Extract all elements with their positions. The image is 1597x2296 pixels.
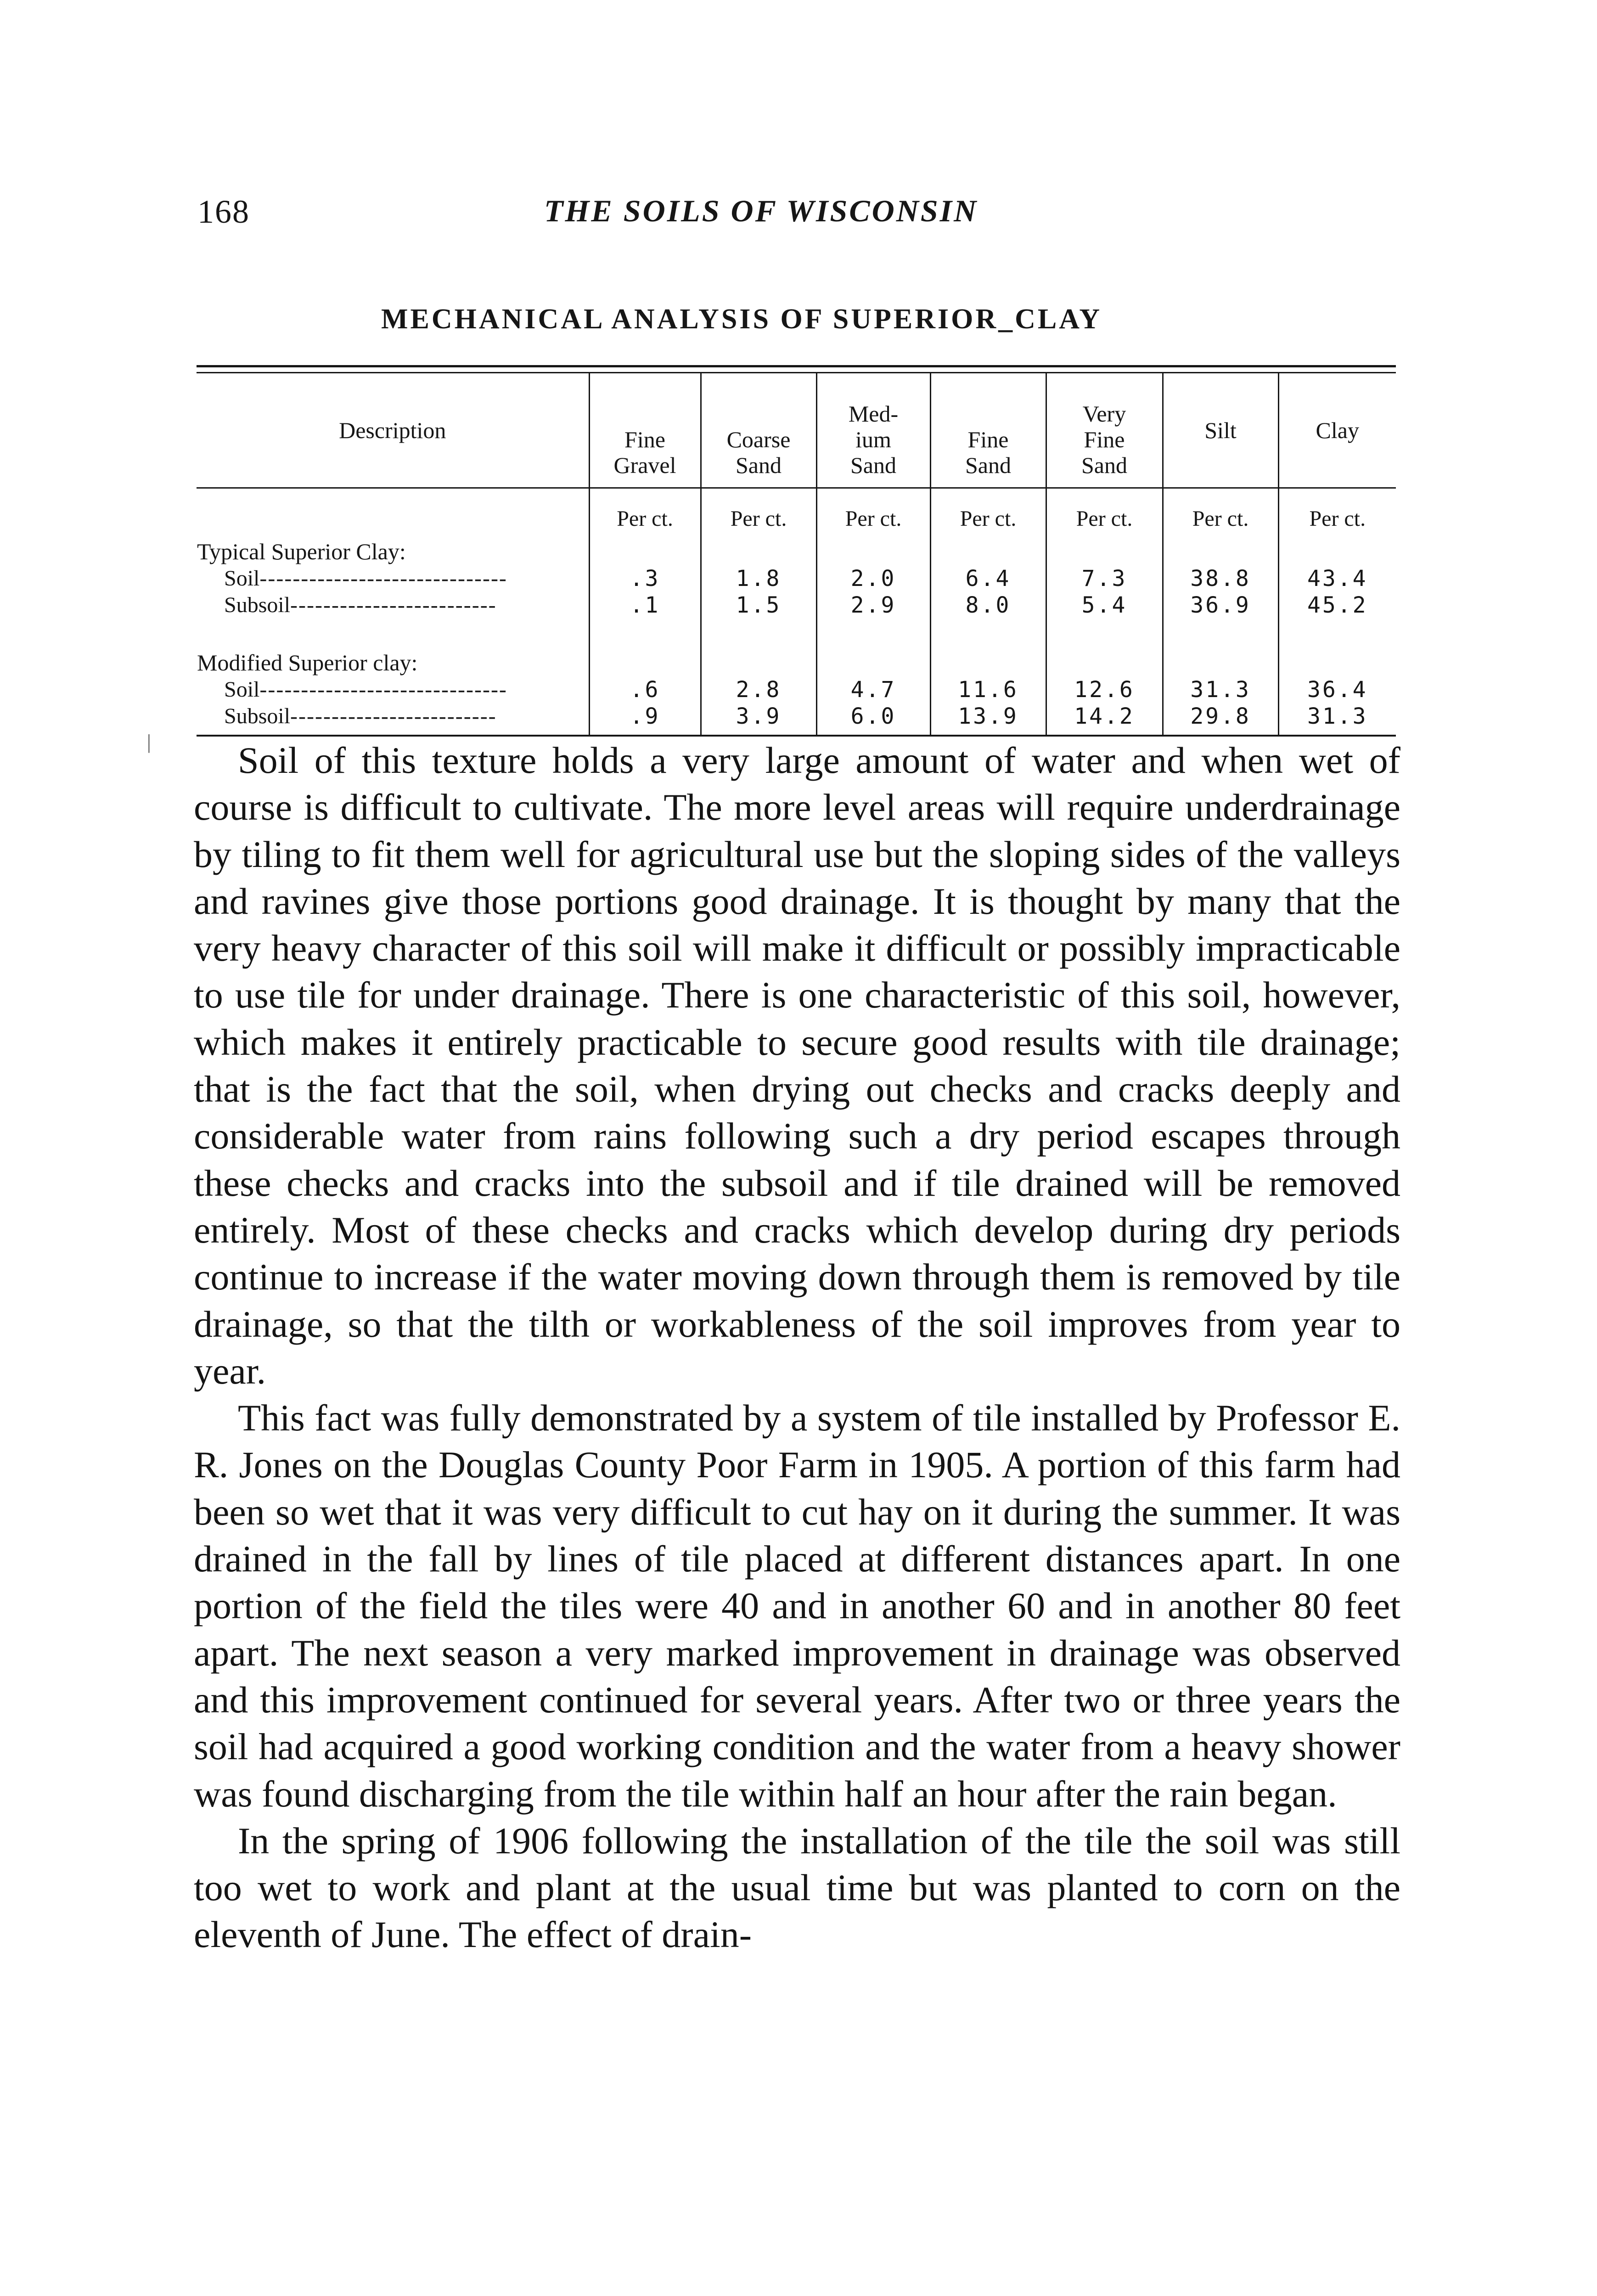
mechanical-analysis-table bbox=[197, 373, 1396, 735]
group-empty-cell bbox=[1046, 535, 1163, 565]
value-cell-clay: 31.3 bbox=[1278, 703, 1396, 735]
column-header-line: Sand bbox=[736, 452, 782, 478]
value-cell-fine-sand: 13.9 bbox=[930, 703, 1046, 735]
table-bottom-rule bbox=[197, 735, 1396, 737]
group-empty-cell bbox=[930, 535, 1046, 565]
table-body bbox=[197, 488, 1396, 735]
page-number: 168 bbox=[197, 193, 250, 230]
row-label-cell bbox=[197, 592, 589, 619]
margin-mark: | bbox=[147, 731, 151, 753]
column-header-clay bbox=[1278, 373, 1396, 488]
row-label-cell bbox=[197, 703, 589, 735]
value-cell-fine-gravel: .9 bbox=[589, 703, 701, 735]
spacer-cell bbox=[1046, 619, 1163, 646]
spacer-cell bbox=[197, 619, 589, 646]
value-cell-medium-sand: 4.7 bbox=[816, 676, 930, 703]
column-header-line: Coarse bbox=[726, 427, 791, 452]
units-blank-cell bbox=[197, 488, 589, 535]
row-label: Subsoil bbox=[224, 704, 291, 728]
column-header-line: Sand bbox=[1081, 452, 1127, 478]
value-cell-fine-sand: 11.6 bbox=[930, 676, 1046, 703]
units-cell: Per ct. bbox=[816, 488, 930, 535]
value-cell-very-fine-sand: 14.2 bbox=[1046, 703, 1163, 735]
units-cell: Per ct. bbox=[1163, 488, 1278, 535]
paragraph: In the spring of 1906 following the installation of the tile the soil was still too wet to work and plant at the usual time but was planted to corn on the eleventh of June. The effect of drain- bbox=[194, 1819, 1400, 1956]
units-cell: Per ct. bbox=[1046, 488, 1163, 535]
value-cell-medium-sand: 2.9 bbox=[816, 592, 930, 619]
column-header-very-fine-sand bbox=[1046, 373, 1163, 488]
units-cell: Per ct. bbox=[701, 488, 816, 535]
value-cell-fine-gravel: .6 bbox=[589, 676, 701, 703]
value-cell-silt: 36.9 bbox=[1163, 592, 1278, 619]
group-empty-cell bbox=[589, 535, 701, 565]
spacer-cell bbox=[930, 619, 1046, 646]
running-head: THE SOILS OF WISCONSIN bbox=[544, 193, 978, 228]
row-label-cell bbox=[197, 676, 589, 703]
group-empty-cell bbox=[1278, 646, 1396, 676]
value-cell-fine-gravel: .1 bbox=[589, 592, 701, 619]
value-cell-clay: 43.4 bbox=[1278, 565, 1396, 592]
column-header-line: Fine bbox=[1084, 427, 1125, 452]
spacer-cell bbox=[1278, 619, 1396, 646]
spacer-cell bbox=[701, 619, 816, 646]
group-empty-cell bbox=[1163, 535, 1278, 565]
value-cell-silt: 38.8 bbox=[1163, 565, 1278, 592]
column-header-line: Silt bbox=[1204, 417, 1237, 443]
value-cell-medium-sand: 6.0 bbox=[816, 703, 930, 735]
column-header-line: Fine bbox=[967, 427, 1009, 452]
group-heading-row bbox=[197, 646, 1396, 676]
dot-leader: ------------------------- bbox=[290, 704, 497, 728]
value-cell-coarse-sand: 3.9 bbox=[701, 703, 816, 735]
units-cell: Per ct. bbox=[1278, 488, 1396, 535]
row-label: Soil bbox=[224, 566, 260, 591]
group-heading-row bbox=[197, 535, 1396, 565]
row-label: Subsoil bbox=[224, 593, 291, 617]
value-cell-very-fine-sand: 7.3 bbox=[1046, 565, 1163, 592]
group-empty-cell bbox=[589, 646, 701, 676]
row-label-cell bbox=[197, 565, 589, 592]
body-text bbox=[194, 737, 1400, 1958]
dot-leader: ------------------------- bbox=[290, 593, 497, 617]
value-cell-coarse-sand: 1.8 bbox=[701, 565, 816, 592]
group-label: Typical Superior Clay: bbox=[197, 539, 406, 564]
column-header-fine-gravel bbox=[589, 373, 701, 488]
value-cell-fine-sand: 6.4 bbox=[930, 565, 1046, 592]
table-top-rule bbox=[197, 365, 1396, 367]
column-header-line: Sand bbox=[850, 452, 896, 478]
value-cell-silt: 31.3 bbox=[1163, 676, 1278, 703]
column-header-line: ium bbox=[855, 427, 891, 452]
units-row bbox=[197, 488, 1396, 535]
column-header-description bbox=[197, 373, 589, 488]
table-row bbox=[197, 565, 1396, 592]
group-empty-cell bbox=[701, 535, 816, 565]
group-empty-cell bbox=[701, 646, 816, 676]
value-cell-clay: 36.4 bbox=[1278, 676, 1396, 703]
group-empty-cell bbox=[816, 535, 930, 565]
column-header-line: Gravel bbox=[613, 452, 676, 478]
analysis-table-container bbox=[197, 365, 1396, 737]
column-header-line: Sand bbox=[965, 452, 1011, 478]
column-header-line: Description bbox=[339, 417, 446, 443]
group-empty-cell bbox=[1163, 646, 1278, 676]
table-title: MECHANICAL ANALYSIS OF SUPERIOR_CLAY bbox=[381, 304, 1102, 335]
value-cell-very-fine-sand: 12.6 bbox=[1046, 676, 1163, 703]
value-cell-very-fine-sand: 5.4 bbox=[1046, 592, 1163, 619]
paragraph: This fact was fully demonstrated by a system of tile installed by Professor E. R. Jones on the Douglas County Poor Farm in 1905. A portion of this farm had been so wet that it was very difficult to cut hay on it during the summer. It was drained in the fall by lines of tile placed at different distances apart. In one portion of the field the tiles were 40 and in another 60 and in another 80 feet apart. The next season a very marked improvement in drainage was observed and this improvement continued for several years. After two or three years the soil had acquired a good working condition and the water from a heavy shower was found discharging from the tile within half an hour after the rain began. bbox=[194, 1397, 1400, 1815]
value-cell-coarse-sand: 1.5 bbox=[701, 592, 816, 619]
column-header-silt bbox=[1163, 373, 1278, 488]
column-header-medium-sand bbox=[816, 373, 930, 488]
spacer-cell bbox=[1163, 619, 1278, 646]
group-empty-cell bbox=[1278, 535, 1396, 565]
value-cell-fine-sand: 8.0 bbox=[930, 592, 1046, 619]
value-cell-medium-sand: 2.0 bbox=[816, 565, 930, 592]
table-header-row bbox=[197, 373, 1396, 488]
column-header-line: Med- bbox=[848, 401, 899, 427]
value-cell-clay: 45.2 bbox=[1278, 592, 1396, 619]
units-cell: Per ct. bbox=[930, 488, 1046, 535]
table-row bbox=[197, 592, 1396, 619]
dot-leader: ------------------------------ bbox=[259, 566, 507, 591]
spacer-cell bbox=[816, 619, 930, 646]
table-row bbox=[197, 703, 1396, 735]
value-cell-fine-gravel: .3 bbox=[589, 565, 701, 592]
spacer-cell bbox=[589, 619, 701, 646]
group-empty-cell bbox=[1046, 646, 1163, 676]
group-label: Modified Superior clay: bbox=[197, 650, 418, 675]
column-header-coarse-sand bbox=[701, 373, 816, 488]
column-header-line: Clay bbox=[1316, 417, 1359, 443]
value-cell-silt: 29.8 bbox=[1163, 703, 1278, 735]
group-spacer-row bbox=[197, 619, 1396, 646]
column-header-line: Fine bbox=[624, 427, 665, 452]
dot-leader: ------------------------------ bbox=[259, 677, 507, 702]
column-header-fine-sand bbox=[930, 373, 1046, 488]
value-cell-coarse-sand: 2.8 bbox=[701, 676, 816, 703]
page-header bbox=[197, 193, 1400, 243]
group-empty-cell bbox=[930, 646, 1046, 676]
units-cell: Per ct. bbox=[589, 488, 701, 535]
group-empty-cell bbox=[816, 646, 930, 676]
row-label: Soil bbox=[224, 677, 260, 702]
table-row bbox=[197, 676, 1396, 703]
column-header-line: Very bbox=[1082, 401, 1126, 427]
paragraph: Soil of this texture holds a very large amount of water and when wet of course is difficult to cultivate. The more level areas will require underdrainage by tiling to fit them well for agricultural use but the sloping sides of the valleys and ravines give those portions good drainage. It is thought by many that the very heavy character of this soil will make it difficult or possibly impracticable to use tile for under drainage. There is one characteristic of this soil, however, which makes it entirely practicable to secure good results with tile drainage; that is the fact that the soil, when drying out checks and cracks deeply and considerable water from rains following such a dry period escapes through these checks and cracks into the subsoil and if tile drained will be removed entirely. Most of these checks and cracks which develop during dry periods continue to increase if the water moving down through them is removed by tile drainage, so that the tilth or workableness of the soil improves from year to year. bbox=[194, 739, 1400, 1392]
